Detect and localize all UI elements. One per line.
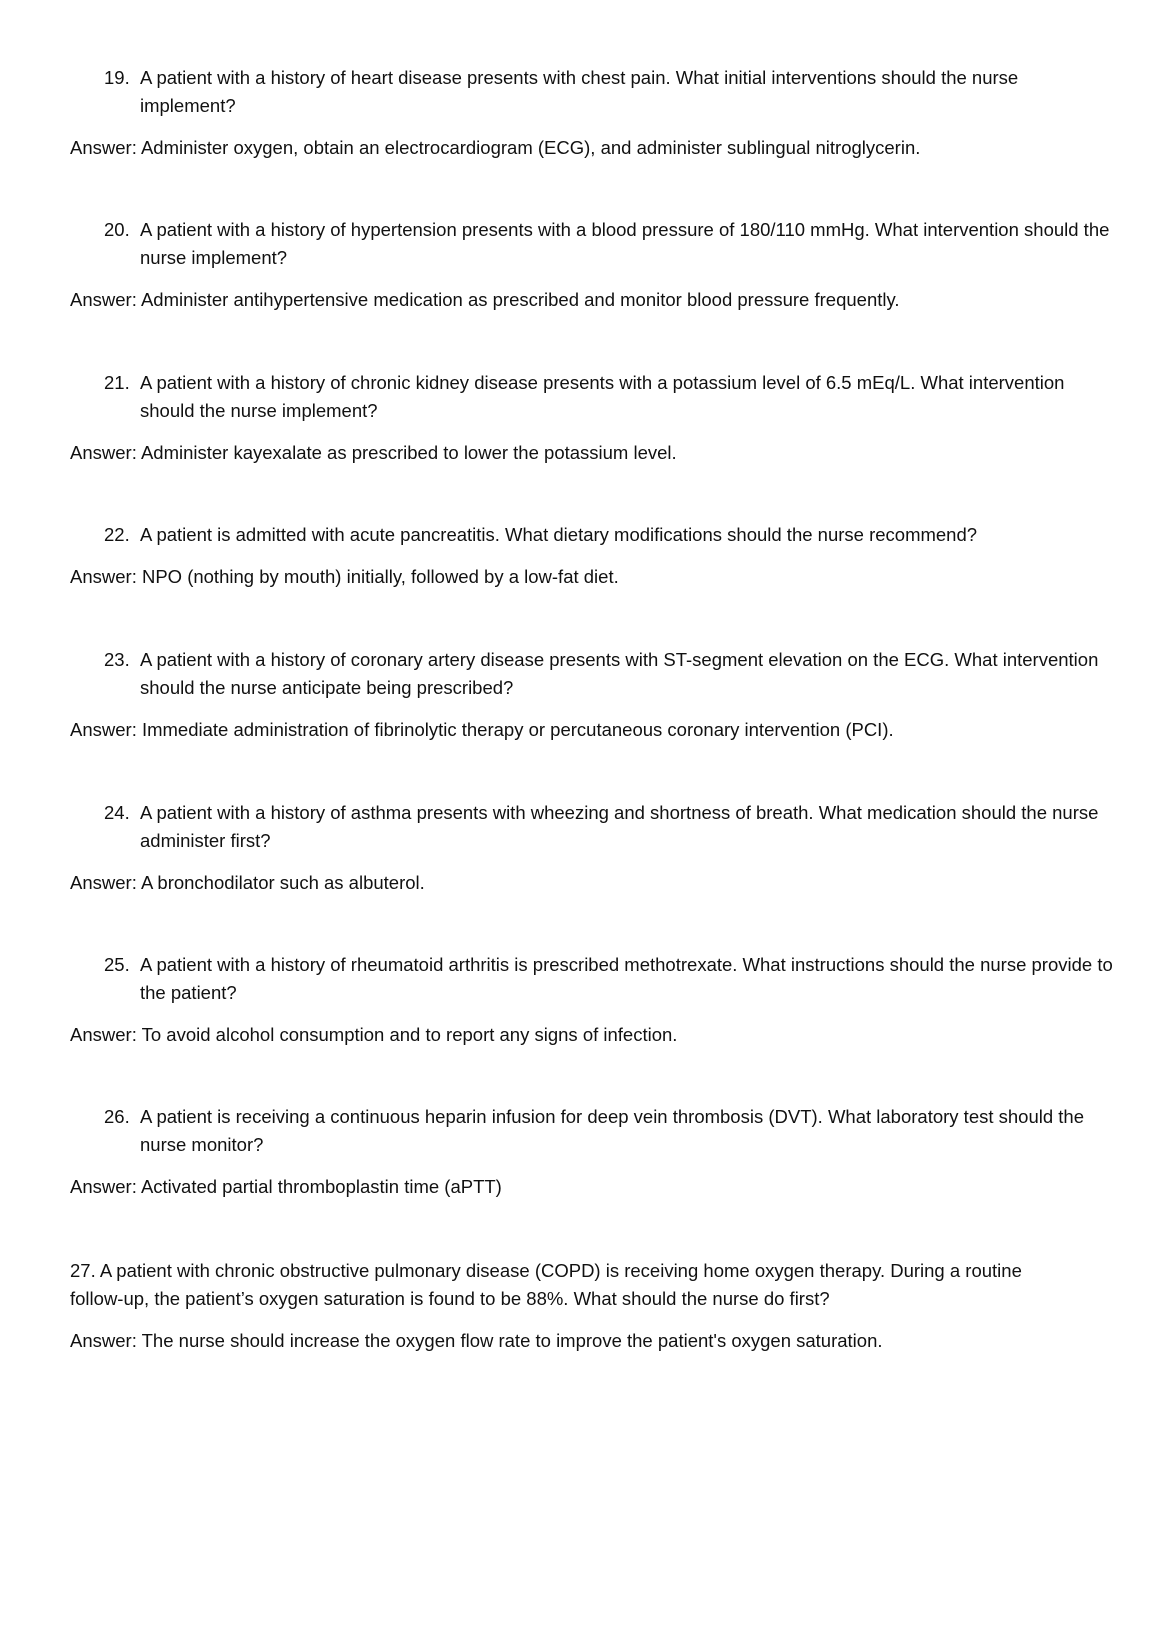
question-number: 26. [104,1106,130,1127]
question-21 [0,369,1159,467]
question-27 [0,1257,1159,1355]
answer-text: Answer: Immediate administration of fibrinolytic therapy or percutaneous coronary intervention (PCI). [70,719,894,740]
question-number: 23. [104,649,130,670]
answer-text: Answer: NPO (nothing by mouth) initially, followed by a low-fat diet. [70,566,619,587]
question-number: 25. [104,954,130,975]
answer-text: Answer: Administer oxygen, obtain an electrocardiogram (ECG), and administer sublingual nitroglycerin. [70,137,921,158]
question-number: 22. [104,524,130,545]
question-26 [0,1103,1159,1201]
answer-text: Answer: A bronchodilator such as albuterol. [70,872,425,893]
question-number: 24. [104,802,130,823]
question-24 [0,799,1159,897]
question-number: 19. [104,67,130,88]
question-19 [0,64,1159,162]
question-text: A patient with a history of coronary artery disease presents with ST-segment elevation on the ECG. What intervention should the nurse anticipate being prescribed? [140,649,1099,698]
answer-text: Answer: Administer antihypertensive medication as prescribed and monitor blood pressure frequently. [70,289,900,310]
answer-text: Answer: Administer kayexalate as prescribed to lower the potassium level. [70,442,677,463]
question-text: A patient is admitted with acute pancreatitis. What dietary modifications should the nurse recommend? [140,524,978,545]
question-25 [0,951,1159,1049]
question-number: 21. [104,372,130,393]
question-20 [0,216,1159,314]
answer-text: Answer: Activated partial thromboplastin time (aPTT) [70,1176,502,1197]
question-22 [0,521,1159,591]
question-text: 27. A patient with chronic obstructive pulmonary disease (COPD) is receiving home oxygen therapy. During a routine follow-up, the patient’s oxygen saturation is found to be 88%. What should the nurse do first? [70,1260,1022,1309]
question-text: A patient is receiving a continuous heparin infusion for deep vein thrombosis (DVT). What laboratory test should the nurse monitor? [140,1106,1085,1155]
answer-text: Answer: To avoid alcohol consumption and to report any signs of infection. [70,1024,678,1045]
question-text: A patient with a history of chronic kidney disease presents with a potassium level of 6.5 mEq/L. What intervention should the nurse implement? [140,372,1065,421]
question-text: A patient with a history of rheumatoid arthritis is prescribed methotrexate. What instructions should the nurse provide to the patient? [140,954,1113,1003]
question-number: 20. [104,219,130,240]
question-text: A patient with a history of heart disease presents with chest pain. What initial interventions should the nurse implement? [140,67,1019,116]
answer-text: Answer: The nurse should increase the oxygen flow rate to improve the patient's oxygen saturation. [70,1330,883,1351]
question-23 [0,646,1159,744]
question-text: A patient with a history of asthma presents with wheezing and shortness of breath. What medication should the nurse administer first? [140,802,1099,851]
question-text: A patient with a history of hypertension presents with a blood pressure of 180/110 mmHg. What intervention should the nurse implement? [140,219,1110,268]
